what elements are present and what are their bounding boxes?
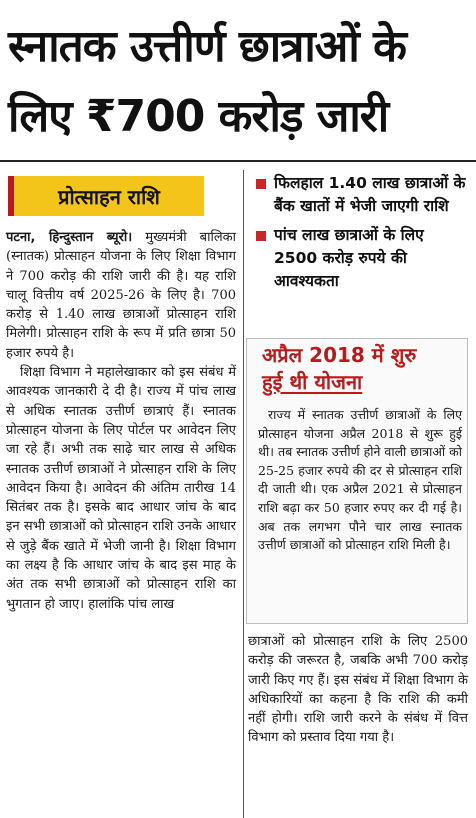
- article-paragraph: [6, 228, 236, 363]
- sidebar-box-title-line-2: हुई थी योजना: [262, 370, 363, 394]
- sidebar-box-body: [258, 406, 462, 555]
- bullet-square-icon: [256, 231, 266, 241]
- highlights-list: [256, 172, 470, 299]
- sidebar-box-paragraph: राज्य में स्नातक उत्तीर्ण छात्राओं के लिए प्रोत्साहन योजना अप्रैल 2018 से शुरू हुई थी। तब स्नातक उत्तीर्ण होने वाली छात्राओं को 25-25 हजार रुपये की दर से प्रोत्साहन राशि दी जाती थी। एक अप्रैल 2021 से प्रोत्साहन राशि बढ़ा कर 50 हजार रुपए कर दी गई है। अब तक लगभग पौने चार लाख स्नातक उत्तीर्ण छात्राओं को प्रोत्साहन राशि मिली है।: [258, 407, 462, 553]
- highlight-text: फिलहाल 1.40 लाख छात्राओं के बैंक खातों में भेजी जाएगी राशि: [274, 174, 466, 215]
- highlight-text: पांच लाख छात्राओं के लिए 2500 करोड़ रुपये की आवश्यकता: [274, 226, 424, 290]
- article-paragraph: शिक्षा विभाग ने महालेखाकार को इस संबंध में आवश्यक जानकारी दे दी है। राज्य में पांच लाख से अधिक स्नातक उत्तीर्ण छात्राएं हैं। स्नातक प्रोत्साहन योजना के लिए पोर्टल पर आवेदन लिए जा रहे हैं। अभी तक साढ़े चार लाख से अधिक स्नातक उत्तीर्ण छात्राओं ने प्रोत्साहन राशि के लिए आवेदन किया है। आवेदन की अंतिम तारीख 14 सितंबर तक है। इसके बाद आधार जांच के बाद इन सभी छात्राओं को प्रोत्साहन राशि उनके आधार से जुड़े बैंक खाते में भेजी जानी है। शिक्षा विभाग का लक्ष्य है कि आधार जांच के बाद इस माह के अंत तक सभी छात्राओं को प्रोत्साहन राशि का भुगतान हो जाए। हालांकि पांच लाख: [6, 365, 236, 612]
- sidebar-box-title: [262, 342, 462, 396]
- article-continuation-paragraph: छात्राओं को प्रोत्साहन राशि के लिए 2500 करोड़ की जरूरत है, जबकि अभी 700 करोड़ जारी किए गए हैं। इस संबंध में शिक्षा विभाग के अधिकारियों का कहना है कि राशि की कमी नहीं होगी। राशि जारी करने के संबंध में वित्त विभाग को प्रस्ताव दिया गया है।: [248, 634, 468, 746]
- dateline: पटना, हिन्दुस्तान ब्यूरो।: [6, 230, 133, 245]
- column-divider: [243, 170, 244, 818]
- main-article-column: [6, 228, 236, 614]
- headline-divider: [0, 160, 476, 162]
- article-continuation-column: [248, 632, 468, 748]
- sidebar-box-title-line-1: अप्रैल 2018 में शुरु: [262, 343, 417, 367]
- headline-line-2: लिए ₹700 करोड़ जारी: [8, 91, 389, 142]
- bullet-square-icon: [256, 179, 266, 189]
- article-paragraph-text: मुख्यमंत्री बालिका (स्नातक) प्रोत्साहन योजना के लिए शिक्षा विभाग ने 700 करोड़ की राशि जारी की है। यह राशि चालू वित्तीय वर्ष 2025-26 के लिए है। 700 करोड़ से 1.40 लाख छात्राओं प्रोत्साहन राशि मिलेगी। प्रोत्साहन राशि के रूप में प्रति छात्रा 50 हजार रुपये है।: [6, 230, 236, 361]
- headline-line-1: स्नातक उत्तीर्ण छात्राओं के: [8, 21, 406, 72]
- section-badge: [8, 176, 204, 216]
- highlight-item: [256, 224, 470, 293]
- highlight-item: [256, 172, 470, 218]
- section-badge-label: प्रोत्साहन राशि: [58, 184, 160, 209]
